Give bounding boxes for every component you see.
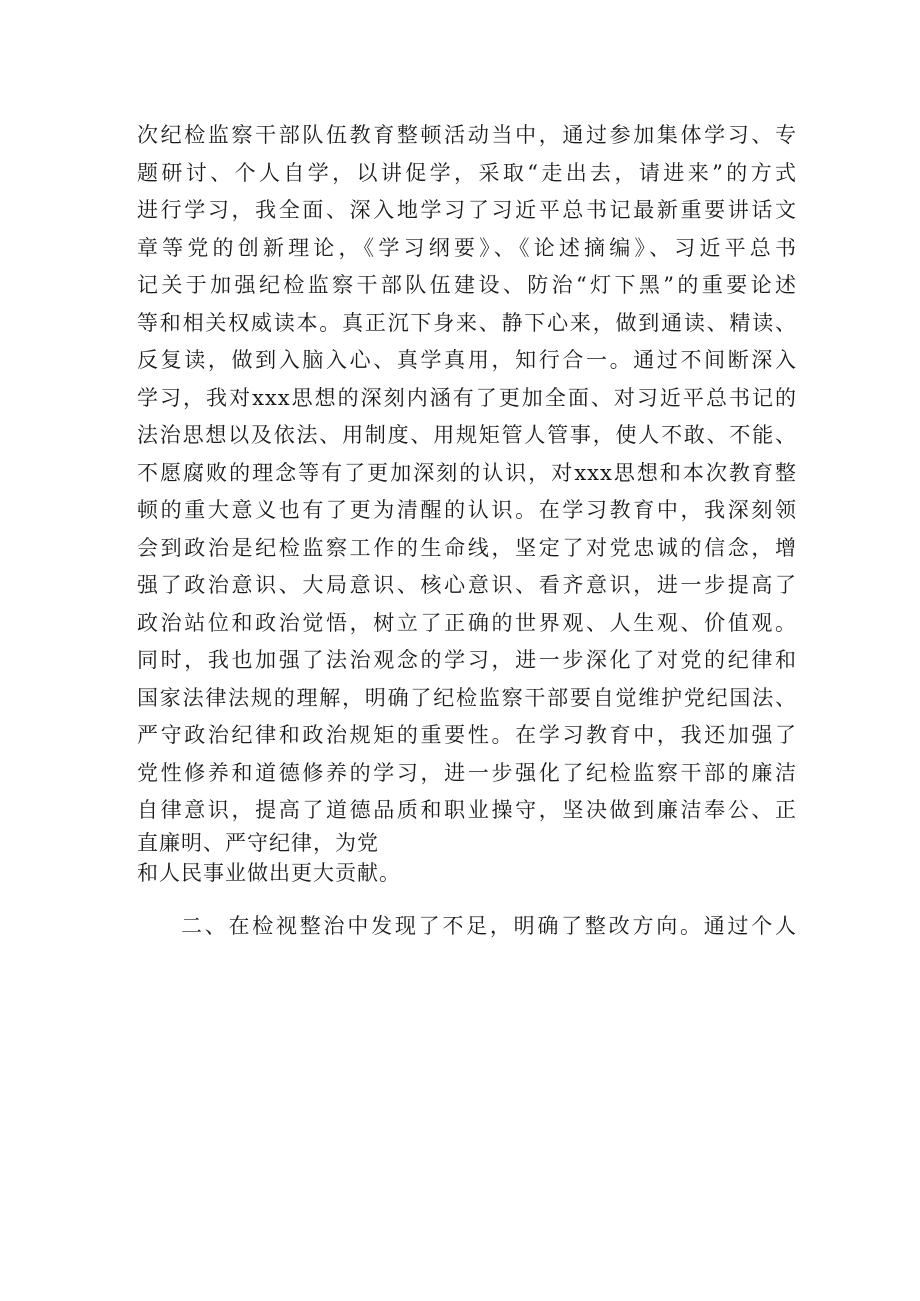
- text-line: 反复读，做到入脑入心、真学真用，知行合一。通过不间断深入: [137, 348, 797, 372]
- text-line: 党性修养和道德修养的学习，进一步强化了纪检监察干部的廉洁: [137, 760, 797, 785]
- text-line: 学习，我对xxx思想的深刻内涵有了更加全面、对习近平总书记的: [137, 385, 797, 410]
- text-line: 不愿腐败的理念等有了更加深刻的认识，对xxx思想和本次教育整: [137, 460, 797, 485]
- section-heading-line: 二、在检视整治中发现了不足，明确了整改方向。通过个人: [181, 913, 797, 938]
- text-line: 国家法律法规的理解，明确了纪检监察干部要自觉维护党纪国法、: [137, 685, 797, 710]
- text-line: 题研讨、个人自学，以讲促学，采取“走出去，请进来”的方式: [137, 160, 797, 185]
- text-line: 章等党的创新理论，《学习纲要》、《论述摘编》、习近平总书: [137, 235, 797, 260]
- text-line: 进行学习，我全面、深入地学习了习近平总书记最新重要讲话文: [137, 198, 797, 222]
- text-line: 记关于加强纪检监察干部队伍建设、防治“灯下黑”的重要论述: [137, 273, 797, 297]
- text-line: 政治站位和政治觉悟，树立了正确的世界观、人生观、价值观。: [137, 610, 797, 635]
- text-line: 同时，我也加强了法治观念的学习，进一步深化了对党的纪律和: [137, 648, 797, 672]
- text-line: 会到政治是纪检监察工作的生命线，坚定了对党忠诚的信念，增: [137, 535, 797, 560]
- body-text: [137, 117, 797, 945]
- text-line: 等和相关权威读本。真正沉下身来、静下心来，做到通读、精读、: [137, 310, 797, 335]
- paragraph-end-line: 和人民事业做出更大贡献。: [137, 860, 401, 885]
- text-line: 自律意识，提高了道德品质和职业操守，坚决做到廉洁奉公、正: [137, 798, 797, 822]
- text-line: 顿的重大意义也有了更为清醒的认识。在学习教育中，我深刻领: [137, 498, 797, 522]
- text-line: 严守政治纪律和政治规矩的重要性。在学习教育中，我还加强了: [137, 723, 797, 747]
- text-line: 直廉明、严守纪律，为党: [137, 830, 379, 855]
- text-line: 强了政治意识、大局意识、核心意识、看齐意识，进一步提高了: [137, 573, 797, 597]
- text-line: 次纪检监察干部队伍教育整顿活动当中，通过参加集体学习、专: [137, 123, 797, 147]
- text-line: 法治思想以及依法、用制度、用规矩管人管事，使人不敢、不能、: [137, 423, 797, 447]
